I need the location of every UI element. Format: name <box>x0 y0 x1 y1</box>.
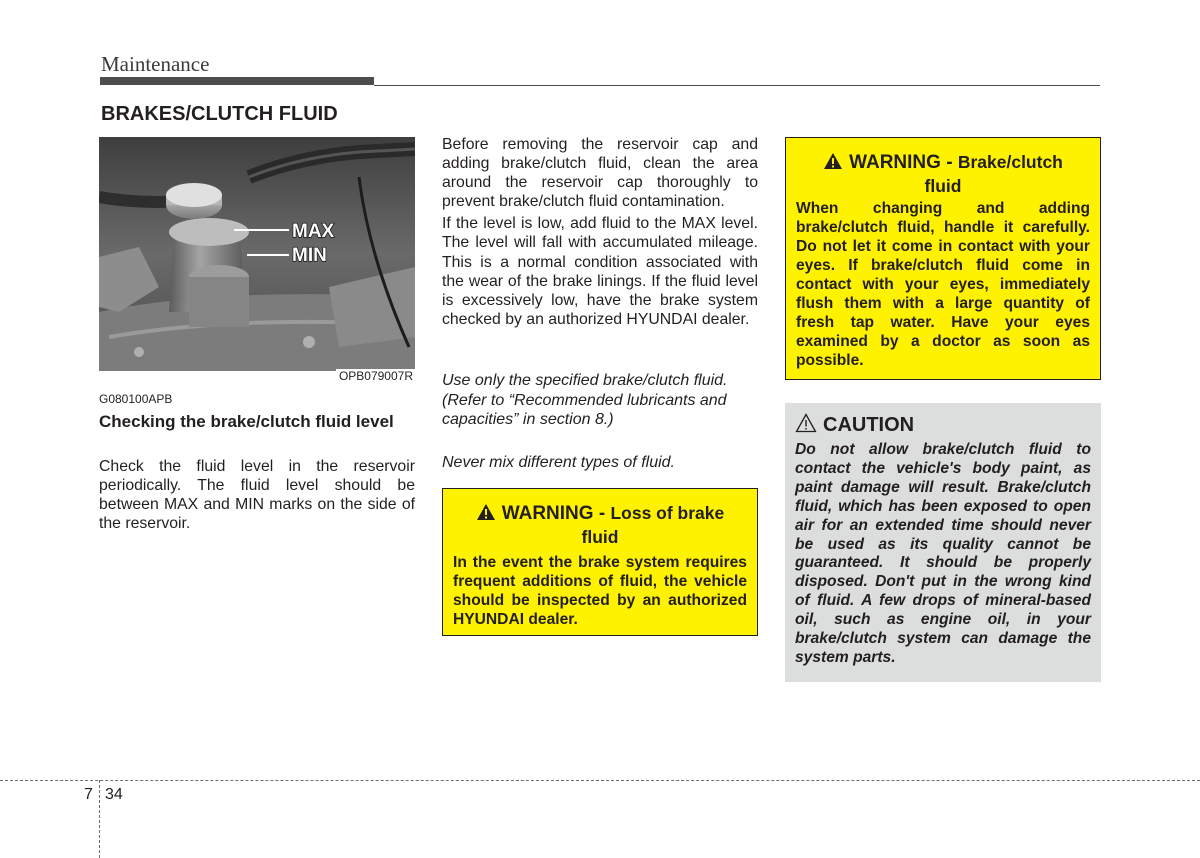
photo-code: OPB079007R <box>336 369 415 383</box>
min-label: MIN <box>292 245 327 266</box>
warning-box-brake-clutch-fluid <box>785 137 1101 380</box>
photo-caption <box>99 369 415 383</box>
body-paragraph: If the level is low, add fluid to the MAX level. The level will fall with accumulated mileage. This is a normal condition associated with the wear of the brake linings. If the fluid level is excessively low, have the brake system checked by an authorized HYUNDAI dealer. <box>442 215 758 328</box>
body-paragraph: Check the fluid level in the reservoir periodically. The fluid level should be between MAX and MIN marks on the side of the reservoir. <box>99 458 415 533</box>
italic-note: Never mix different types of fluid. <box>442 454 675 471</box>
caution-box <box>785 403 1101 682</box>
page-title: BRAKES/CLUTCH FLUID <box>101 103 338 125</box>
caution-title <box>795 413 1091 439</box>
page-number: 34 <box>105 786 123 803</box>
warning-title <box>453 503 747 549</box>
warning-box-loss-of-fluid <box>442 488 758 636</box>
warning-label: WARNING - <box>849 152 958 173</box>
max-label: MAX <box>292 221 335 242</box>
warning-triangle-icon <box>476 503 496 527</box>
footer-divider <box>0 780 1200 781</box>
section-header: Maintenance <box>101 52 210 76</box>
chapter-number: 7 <box>84 786 93 803</box>
caution-label: CAUTION <box>823 414 915 436</box>
middle-column <box>442 135 758 332</box>
warning-text: When changing and adding brake/clutch fluid, handle it carefully. Do not let it come in contact with your eyes. If brake/clutch fluid come in contact with your eyes, immediately flush them with a large quantity of fresh tap water. Have your eyes examined by a doctor as soon as possible. <box>796 200 1090 369</box>
warning-title <box>796 152 1090 198</box>
section-code: G080100APB <box>99 392 173 406</box>
warning-subject-line2: fluid <box>581 527 619 547</box>
warning-triangle-icon <box>823 152 843 176</box>
header-rule-thick <box>100 77 374 85</box>
footer-divider-vertical <box>99 780 100 858</box>
warning-subject-line2: fluid <box>924 176 962 196</box>
caution-text: Do not allow brake/clutch fluid to contact the vehicle's body paint, as paint damage will result. Brake/clutch fluid, which has been exposed to open air for an extended time should never be used as its quality cannot be guaranteed. It should be properly disposed. Don't put in the wrong kind of fluid. A few drops of mineral-based oil, such as engine oil, in your brake/clutch system can damage the system parts. <box>795 441 1091 666</box>
caution-triangle-icon <box>795 413 817 439</box>
reservoir-photo <box>99 137 415 371</box>
warning-text: In the event the brake system requires frequent additions of fluid, the vehicle should be inspected by an authorized HYUNDAI dealer. <box>453 554 747 628</box>
italic-note: Use only the specified brake/clutch fluid. (Refer to “Recommended lubricants and capacities” in section 8.) <box>442 372 728 428</box>
body-paragraph: Before removing the reservoir cap and adding brake/clutch fluid, clean the area around the reservoir cap thoroughly to prevent brake/clutch fluid contamination. <box>442 136 758 211</box>
subheading: Checking the brake/clutch fluid level <box>99 412 394 431</box>
warning-label: WARNING - <box>501 503 611 524</box>
warning-subject: Loss of brake <box>610 503 725 523</box>
warning-subject: Brake/clutch <box>957 152 1063 172</box>
header-rule-thin <box>374 85 1100 86</box>
